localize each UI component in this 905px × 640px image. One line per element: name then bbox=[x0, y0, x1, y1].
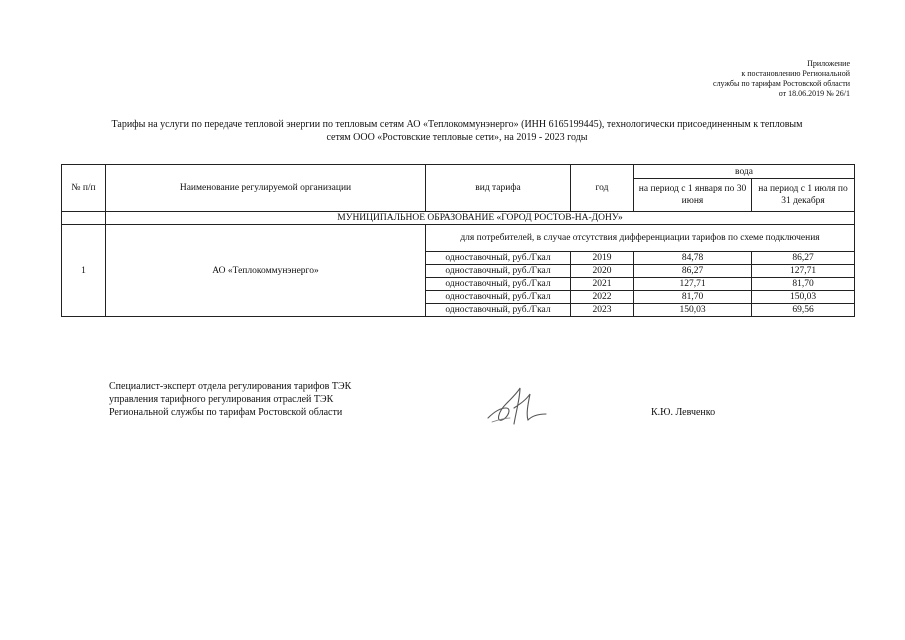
period-2-value: 69,56 bbox=[752, 304, 855, 317]
signer-name: К.Ю. Левченко bbox=[651, 407, 716, 418]
tariff-type-cell: одноставочный, руб./Гкал bbox=[426, 278, 571, 291]
tariff-type-cell: одноставочный, руб./Гкал bbox=[426, 252, 571, 265]
header-period-2: на период с 1 июля по 31 декабря bbox=[752, 179, 855, 212]
tariff-type-cell: одноставочный, руб./Гкал bbox=[426, 291, 571, 304]
period-1-value: 127,71 bbox=[634, 278, 752, 291]
period-1-value: 84,78 bbox=[634, 252, 752, 265]
tariff-type-cell: одноставочный, руб./Гкал bbox=[426, 304, 571, 317]
municipality-row bbox=[62, 212, 855, 225]
appendix-block bbox=[713, 59, 850, 99]
year-cell: 2020 bbox=[571, 265, 634, 278]
year-cell: 2022 bbox=[571, 291, 634, 304]
header-row bbox=[62, 165, 855, 179]
year-cell: 2021 bbox=[571, 278, 634, 291]
footer-line: Региональной службы по тарифам Ростовской области bbox=[109, 407, 343, 418]
document-title bbox=[62, 118, 852, 144]
header-organization: Наименование регулируемой организации bbox=[106, 165, 426, 212]
appendix-line: от 18.06.2019 № 26/1 bbox=[778, 89, 850, 98]
footer-line: управления тарифного регулирования отраслей ТЭК bbox=[109, 394, 334, 405]
period-2-value: 86,27 bbox=[752, 252, 855, 265]
consumer-subheader: для потребителей, в случае отсутствия дифференциации тарифов по схеме подключения bbox=[426, 225, 855, 252]
signature-image bbox=[484, 378, 550, 430]
appendix-line: к постановлению Региональной bbox=[741, 69, 850, 78]
table-row bbox=[62, 225, 855, 252]
tariff-table bbox=[61, 164, 855, 317]
title-line-1: Тарифы на услуги по передаче тепловой энергии по тепловым сетям АО «Теплокоммунэнерго» (ИНН 6165199445), технологически присоединенным к тепловым bbox=[111, 119, 803, 130]
period-2-value: 127,71 bbox=[752, 265, 855, 278]
header-period-1: на период с 1 января по 30 июня bbox=[634, 179, 752, 212]
appendix-line: службы по тарифам Ростовской области bbox=[713, 79, 850, 88]
period-1-value: 81,70 bbox=[634, 291, 752, 304]
municipality-empty-cell bbox=[62, 212, 106, 225]
period-1-value: 150,03 bbox=[634, 304, 752, 317]
period-2-value: 150,03 bbox=[752, 291, 855, 304]
header-water: вода bbox=[634, 165, 855, 179]
title-line-2: сетям ООО «Ростовские тепловые сети», на 2019 - 2023 годы bbox=[326, 132, 588, 143]
row-number: 1 bbox=[62, 225, 106, 317]
year-cell: 2019 bbox=[571, 252, 634, 265]
period-2-value: 81,70 bbox=[752, 278, 855, 291]
municipality-name: МУНИЦИПАЛЬНОЕ ОБРАЗОВАНИЕ «ГОРОД РОСТОВ-НА-ДОНУ» bbox=[106, 212, 855, 225]
year-cell: 2023 bbox=[571, 304, 634, 317]
footer-position bbox=[109, 380, 351, 419]
period-1-value: 86,27 bbox=[634, 265, 752, 278]
header-tariff-type: вид тарифа bbox=[426, 165, 571, 212]
header-num: № п/п bbox=[62, 165, 106, 212]
organization-name: АО «Теплокоммунэнерго» bbox=[106, 225, 426, 317]
appendix-line: Приложение bbox=[807, 59, 850, 68]
footer-line: Специалист-эксперт отдела регулирования тарифов ТЭК bbox=[109, 381, 352, 392]
tariff-type-cell: одноставочный, руб./Гкал bbox=[426, 265, 571, 278]
header-year: год bbox=[571, 165, 634, 212]
